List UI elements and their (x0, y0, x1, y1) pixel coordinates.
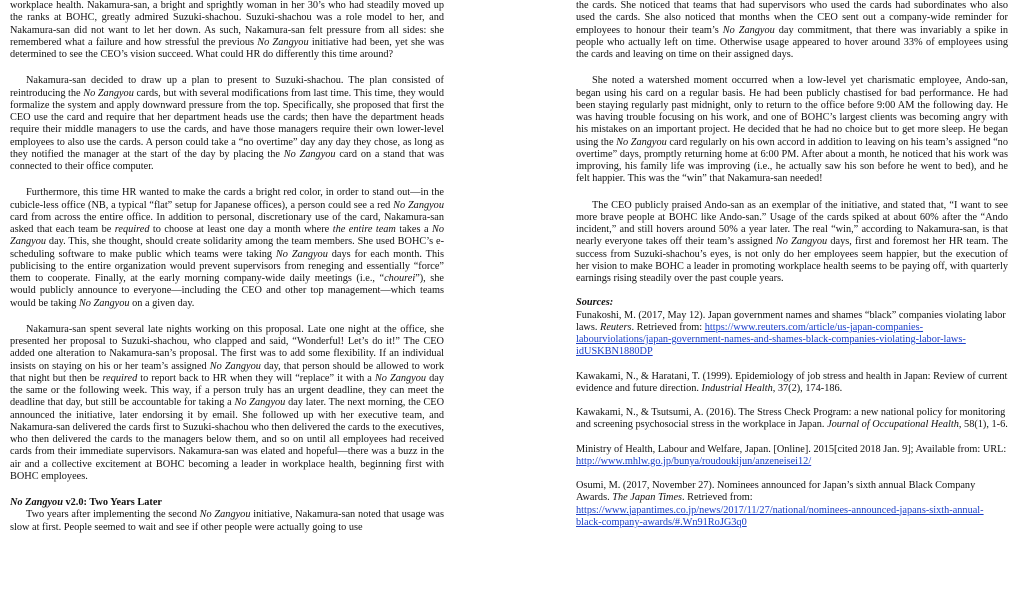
right-page (576, 0, 1008, 599)
reference-5-link[interactable]: https://www.japantimes.co.jp/news/2017/11/27/national/nominees-announced-japans-sixth-annual-black-company-awards/#.Wn91RoJG3q0 (576, 504, 984, 528)
left-paragraph-5: Two years after implementing the second No Zangyou initiative, Nakamura-san noted that usage was slow at first. People seemed to wait and see if other people were actually going to use (10, 509, 444, 533)
reference-4-text: Ministry of Health, Labour and Welfare, Japan. [Online]. 2015[cited 2018 Jan. 9]; Available from: URL: (576, 443, 1007, 455)
left-paragraph-2: Nakamura-san decided to draw up a plan to present to Suzuki-shachou. The plan consisted of reintroducing the No Zangyou cards, but with several modifications from last time. This time, they would formalize the system and apply downward pressure from the top. Specifically, she proposed that first the CEO use the card and require that her department heads use the cards; then have the department heads require their middle managers to use the cards, and have those managers require their own lower-level employees to also use the cards. A person could take a “no overtime” day any day they chose, as long as they notified the manager at the start of the day by placing the No Zangyou card on a stand that was connected to their office computer. (10, 75, 444, 172)
reference-1 (576, 310, 1008, 359)
reference-3: Kawakami, N., & Tsutsumi, A. (2016). The Stress Check Program: a new national policy for monitoring and screening psychosocial stress in the workplace in Japan. Journal of Occupational Health, 58(1), 1-6. (576, 407, 1008, 431)
reference-5-text: Osumi, M. (2017, November 27). Nominees announced for Japan’s sixth annual Black Company Awards. The Japan Times. Retrieved from: (576, 480, 976, 504)
sources-heading: Sources: (576, 297, 614, 309)
right-paragraph-2: She noted a watershed moment occurred when a low-level yet charismatic employee, Ando-san, began using his card on a regular basis. He had been publicly chastised for bad performance. He had been staying regularly past midnight, only to return to the office before 9:00 AM the following day. He was having trouble focusing on his work, and one of BOHC’s largest clients was becoming angry with his mistakes on an important project. He decided that he had no choice but to get more sleep. He began using the No Zangyou card regularly on his own accord in addition to leaving on his team’s assigned “no overtime” days, promptly returning home at 6:00 PM. After about a month, he noticed that his work was improving, his family life was improving (i.e., he actually saw his son before he went to bed), and he felt happier. This was the “win” that Nakamura-san needed! (576, 75, 1008, 185)
reference-1-link[interactable]: https://www.reuters.com/article/us-japan-companies-labourviolations/japan-government-names-and-shames-black-companies-violating-labor-laws-idUSKBN1880DP (576, 321, 966, 358)
left-paragraph-3: Furthermore, this time HR wanted to make the cards a bright red color, in order to stand out—in the cubicle-less office (NB, a typical “flat” setup for Japanese offices), a person could see a red No Zangyou card from across the entire office. In addition to personal, discretionary use of the card, Nakamura-san asked that each team be required to choose at least one day a month where the entire team takes a No Zangyou day. This, she thought, should create solidarity among the team members. She used BOHC’s e-scheduling software to make public which teams were taking No Zangyou days for each month. This publicising to the entire organization would prevent supervisors from reneging and essentially “force” them to cooperate. Finally, at the early morning company-wide daily meetings (i.e., “chourei”), she would publicly announce to everyone—including the CEO and other top management—which teams would be taking No Zangyou on a given day. (10, 187, 444, 309)
reference-2: Kawakami, N., & Haratani, T. (1999). Epidemiology of job stress and health in Japan: Review of current evidence and future direction. Industrial Health, 37(2), 174-186. (576, 370, 1008, 394)
reference-4-link[interactable]: http://www.mhlw.go.jp/bunya/roudoukijun/anzeneisei12/ (576, 455, 812, 467)
reference-5 (576, 480, 1008, 529)
right-paragraph-1: the cards. She noticed that teams that had supervisors who used the cards had subordinates who also used the cards. She also noticed that months when the CEO sent out a company-wide reminder for employees to honour their team’s No Zangyou day commitment, that there was invariably a spike in people who actually left on time. Otherwise usage appeared to hover around 33% of employees using the cards and leaving on time on their assigned days. (576, 0, 1008, 60)
left-page (10, 0, 444, 599)
left-paragraph-4: Nakamura-san spent several late nights working on this proposal. Late one night at the office, she presented her proposal to Suzuki-shachou, who clapped and said, “Wonderful! Let’s do it!” The CEO added one alteration to Nakamura-san’s proposal. The first was to add some flexibility. If an individual insists on staying on his or her team’s assigned No Zangyou day, that person should be allowed to work that night but then be required to report back to HR when they will “replace” it with a No Zangyou day the same or the following week. This way, if a person truly has an urgent deadline, they can meet the deadline that day, but still be accountable for taking a No Zangyou day later. The next morning, the CEO announced the initiative, later endorsing it by email. She followed up with her executive team, and Nakamura-san delivered the cards first to Suzuki-shachou who then delivered the cards to the executives, who then delivered the cards to the managers below them, and so on until all employees had received cards from their immediate supervisors. Nakamura-san was elated and hopeful—there was a buzz in the air and a collective excitement at BOHC becoming a leader in workplace health, beginning first with BOHC employees. (10, 323, 444, 482)
right-paragraph-3: The CEO publicly praised Ando-san as an exemplar of the initiative, and stated that, “I want to see more brave people at BOHC like Ando-san.” Usage of the cards spiked at about 60% after the “Ando incident,” and still hovers around 50% a year later. The real “win,” according to Nakamura-san, is that nearly everyone takes off their team’s assigned No Zangyou days, first and foremost her HR team. The success from Suzuki-shachou’s eyes, is not only do her employees seem happier, but the execution of her vision to make BOHC a leader in promoting workplace health seems to be paying off, with quarterly earnings rising steadily over the past couple years. (576, 199, 1008, 284)
reference-4 (576, 444, 1008, 469)
reference-1-text: Funakoshi, M. (2017, May 12). Japan government names and shames “black” companies violating labor laws. Reuters. Retrieved from: (576, 309, 1006, 333)
section-heading: No Zangyou v2.0: Two Years Later (10, 497, 162, 508)
left-paragraph-1: workplace health. Nakamura-san, a bright and sprightly woman in her 30’s who had steadily moved up the ranks at BOHC, greatly admired Suzuki-shachou. Suzuki-shachou was a role model to her, and Nakamura-san did not want to let her down. As such, Nakamura-san felt pressure from all sides: she remembered what a failure and how stressful the previous No Zangyou initiative had been, yet she was determined to see the CEO’s vision succeed. What could HR do differently this time around? (10, 0, 444, 60)
